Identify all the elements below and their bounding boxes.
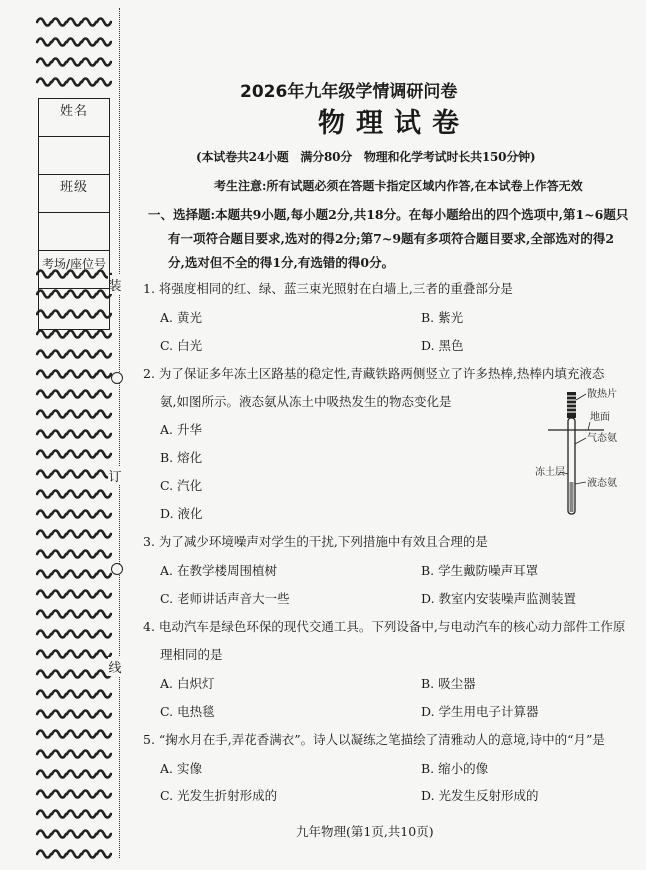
question-5-option-a[interactable]: A. 实像 xyxy=(160,761,202,776)
question-2-stem-cont: 氨,如图所示。液态氨从冻土中吸热发生的物态变化是 xyxy=(160,394,452,409)
candidate-note: 考生注意:所有试题必须在答题卡指定区域内作答,在本试卷上作答无效 xyxy=(214,179,583,193)
wave-ornament-icon xyxy=(36,722,110,742)
section-line: 一、选择题:本题共9小题,每小题2分,共18分。在每小题给出的四个选项中,第1~6题只 xyxy=(148,207,629,222)
wave-ornament-icon xyxy=(36,622,110,642)
wave-ornament-icon xyxy=(36,462,110,482)
heat-pipe-diagram xyxy=(524,386,644,522)
class-label: 班级 xyxy=(59,180,88,195)
wave-ornament-icon xyxy=(36,442,110,462)
wave-ornament-icon xyxy=(36,562,110,582)
wave-ornament-icon xyxy=(36,50,110,70)
question-4-option-c[interactable]: C. 电热毯 xyxy=(160,704,215,719)
class-field[interactable] xyxy=(39,213,109,251)
wave-ornament-icon xyxy=(36,582,110,602)
wave-ornament-icon xyxy=(36,382,110,402)
section-instructions xyxy=(148,203,632,275)
binding-dotted-line xyxy=(119,8,120,858)
question-4-option-b[interactable]: B. 吸尘器 xyxy=(421,676,476,691)
question-1-option-b[interactable]: B. 紫光 xyxy=(421,310,464,325)
decorative-border-top xyxy=(36,10,110,90)
wave-ornament-icon xyxy=(36,502,110,522)
question-1-stem: 1. 将强度相同的红、绿、蓝三束光照射在白墙上,三者的重叠部分是 xyxy=(143,281,513,296)
wave-ornament-icon xyxy=(36,642,110,662)
wave-ornament-icon xyxy=(36,482,110,502)
wave-ornament-icon xyxy=(36,702,110,722)
binding-hole-icon xyxy=(111,372,123,384)
wave-ornament-icon xyxy=(36,522,110,542)
question-2-stem: 2. 为了保证多年冻土区路基的稳定性,青藏铁路两侧竖立了许多热棒,热棒内填充液态 xyxy=(143,366,605,381)
wave-ornament-icon xyxy=(36,682,110,702)
paper-title: 物理试卷 xyxy=(318,108,470,139)
wave-ornament-icon xyxy=(36,802,110,822)
name-label: 姓名 xyxy=(59,104,88,119)
name-field[interactable] xyxy=(39,137,109,175)
wave-ornament-icon xyxy=(36,662,110,682)
question-1-option-d[interactable]: D. 黑色 xyxy=(421,338,464,353)
question-4-stem: 4. 电动汽车是绿色环保的现代交通工具。下列设备中,与电动汽车的核心动力部件工作原 xyxy=(143,619,626,634)
question-5-stem: 5. “掬水月在手,弄花香满衣”。诗人以凝练之笔描绘了清雅动人的意境,诗中的“月”是 xyxy=(143,732,605,747)
wave-ornament-icon xyxy=(36,362,110,382)
question-5-option-d[interactable]: D. 光发生反射形成的 xyxy=(421,788,539,803)
question-3-option-a[interactable]: A. 在教学楼周围植树 xyxy=(160,563,277,578)
wave-ornament-icon xyxy=(36,602,110,622)
question-4-stem-cont: 理相同的是 xyxy=(160,647,223,662)
student-info-box xyxy=(38,98,110,330)
label-fins: 散热片 xyxy=(587,389,617,400)
paper-note: (本试卷共24小题 满分80分 物理和化学考试时长共150分钟) xyxy=(196,150,536,164)
wave-ornament-icon xyxy=(36,822,110,842)
question-2-option-b[interactable]: B. 熔化 xyxy=(160,450,203,465)
label-frozen-soil: 冻土层 xyxy=(535,467,565,478)
seat-label: 考场/座位号 xyxy=(41,257,107,271)
exam-title: 2026年九年级学情调研问卷 xyxy=(240,82,458,102)
question-3-option-b[interactable]: B. 学生戴防噪声耳罩 xyxy=(421,563,539,578)
question-2-option-c[interactable]: C. 汽化 xyxy=(160,478,203,493)
question-3-stem: 3. 为了减少环境噪声对学生的干扰,下列措施中有效且合理的是 xyxy=(143,534,488,549)
wave-ornament-icon xyxy=(36,422,110,442)
wave-ornament-icon xyxy=(36,762,110,782)
wave-ornament-icon xyxy=(36,742,110,762)
question-4-option-d[interactable]: D. 学生用电子计算器 xyxy=(421,704,539,719)
wave-ornament-icon xyxy=(36,342,110,362)
binding-mark-xian: 线 xyxy=(108,657,122,676)
wave-ornament-icon xyxy=(36,70,110,90)
section-line: 分,选对但不全的得1分,有选错的得0分。 xyxy=(168,255,395,270)
question-5-option-c[interactable]: C. 光发生折射形成的 xyxy=(160,788,278,803)
heat-fins-icon xyxy=(567,392,576,418)
label-gas: 气态氨 xyxy=(587,433,617,444)
binding-mark-ding: 订 xyxy=(108,466,122,485)
question-5-option-b[interactable]: B. 缩小的像 xyxy=(421,761,489,776)
binding-hole-icon xyxy=(111,563,123,575)
wave-ornament-icon xyxy=(36,30,110,50)
wave-ornament-icon xyxy=(36,10,110,30)
label-liquid: 液态氨 xyxy=(587,478,617,489)
question-1-option-c[interactable]: C. 白光 xyxy=(160,338,203,353)
question-2-option-d[interactable]: D. 液化 xyxy=(160,506,203,521)
decorative-border-bottom xyxy=(36,262,110,862)
question-3-option-d[interactable]: D. 教室内安装噪声监测装置 xyxy=(421,591,577,606)
binding-mark-zhuang: 装 xyxy=(108,275,122,294)
seat-field[interactable] xyxy=(39,289,109,330)
question-4-option-a[interactable]: A. 白炽灯 xyxy=(160,676,215,691)
question-1-option-a[interactable]: A. 黄光 xyxy=(160,310,202,325)
question-3-option-c[interactable]: C. 老师讲话声音大一些 xyxy=(160,591,290,606)
section-line: 有一项符合题目要求,选对的得2分;第7~9题有多项符合题目要求,全部选对的得2 xyxy=(168,231,615,246)
wave-ornament-icon xyxy=(36,542,110,562)
wave-ornament-icon xyxy=(36,402,110,422)
question-2-option-a[interactable]: A. 升华 xyxy=(160,422,202,437)
label-ground: 地面 xyxy=(590,412,610,423)
wave-ornament-icon xyxy=(36,842,110,862)
page-footer: 九年物理(第1页,共10页) xyxy=(296,824,434,839)
wave-ornament-icon xyxy=(36,782,110,802)
